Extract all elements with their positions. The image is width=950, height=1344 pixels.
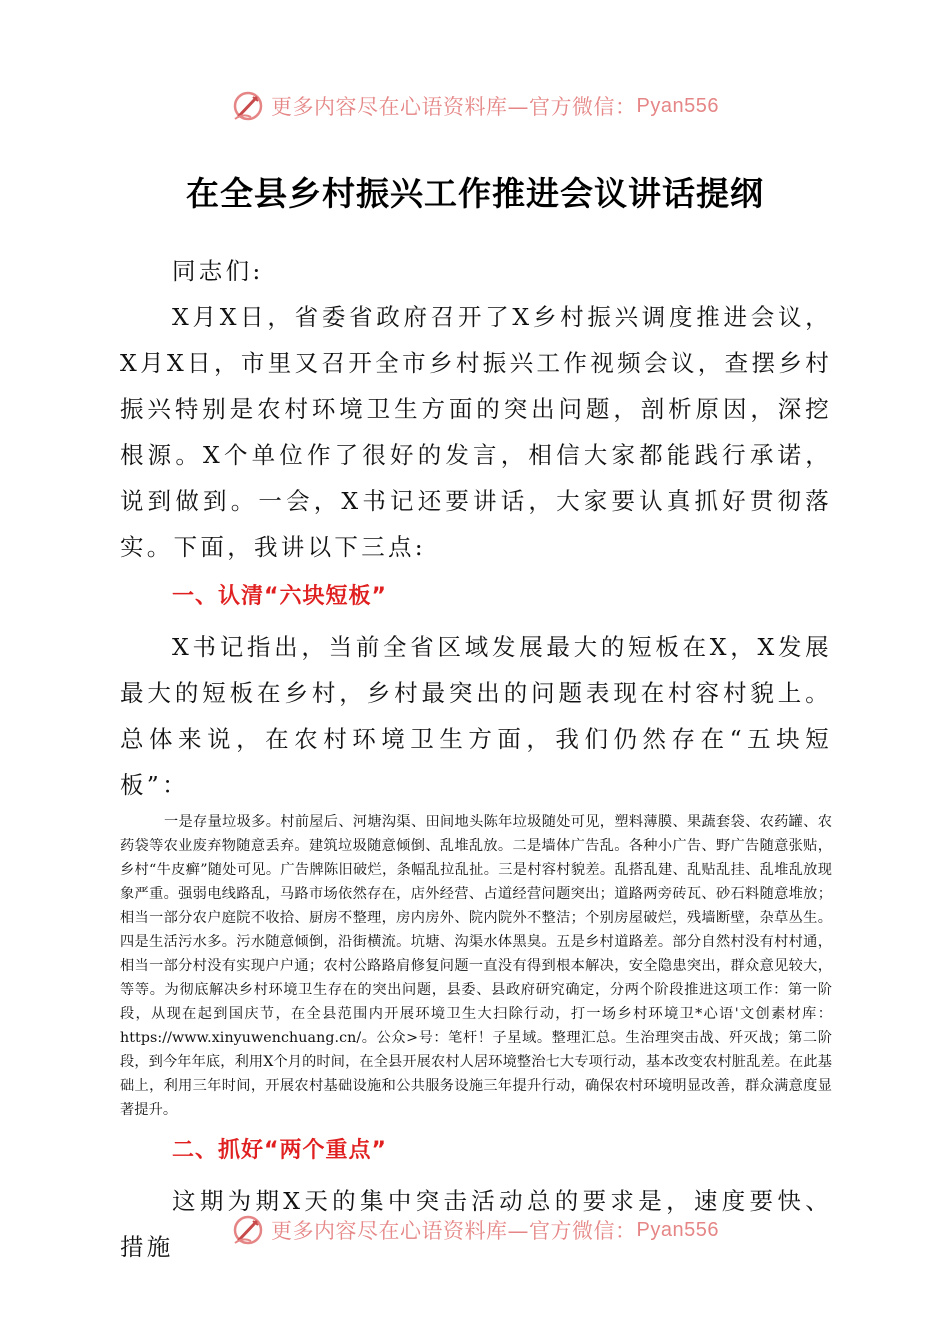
section-2-paragraph: 这期为期X天的集中突击活动总的要求是，速度要快、措施 xyxy=(120,1187,832,1261)
header-watermark xyxy=(0,84,950,128)
document-title: 在全县乡村振兴工作推进会议讲话提纲 xyxy=(186,174,764,213)
footer-watermark xyxy=(0,1208,950,1252)
intro-paragraph: X月X日，省委省政府召开了X乡村振兴调度推进会议，X月X日，市里又召开全市乡村振兴工作视频会议，查摆乡村振兴特别是农村环境卫生方面的突出问题，剖析原因，深挖根源。X个单位作了很好的发言，相信大家都能践行承诺，说到做到。一会，X书记还要讲话，大家要认真抓好贯彻落实。下面，我讲以下三点: xyxy=(120,303,832,561)
section-2-heading: 二、抓好“两个重点” xyxy=(172,1138,387,1163)
section-1-heading: 一、认清“六块短板” xyxy=(172,584,387,609)
watermark-text: 更多内容尽在心语资料库—官方微信： xyxy=(271,1219,637,1243)
wechat-id: Pyan556 xyxy=(636,1218,719,1241)
section-1-paragraph: X书记指出，当前全省区域发展最大的短板在X，X发展最大的短板在乡村，乡村最突出的问题表现在村容村貌上。总体来说，在农村环境卫生方面，我们仍然存在“五块短板”： xyxy=(120,633,832,799)
section-1-detail: 一是存量垃圾多。村前屋后、河塘沟渠、田间地头陈年垃圾随处可见，塑料薄膜、果蔬套袋、农药罐、农药袋等农业废弃物随意丢弃。建筑垃圾随意倾倒、乱堆乱放。二是墙体广告乱。各种小广告、野广告随意张贴，乡村“牛皮癣”随处可见。广告牌陈旧破烂，条幅乱拉乱扯。三是村容村貌差。乱搭乱建、乱贴乱挂、乱堆乱放现象严重。强弱电线路乱，马路市场依然存在，店外经营、占道经营问题突出；道路两旁砖瓦、砂石料随意堆放；相当一部分农户庭院不收拾、厨房不整理，房内房外、院内院外不整洁；个别房屋破烂，残墙断壁，杂草丛生。四是生活污水多。污水随意倾倒，沿街横流。坑塘、沟渠水体黑臭。五是乡村道路差。部分自然村没有村村通，相当一部分村没有实现户户通；农村公路路肩修复问题一直没有得到根本解决，安全隐患突出，群众意见较大，等等。为彻底解决乡村环境卫生存在的突出问题，县委、县政府研究确定，分两个阶段推进这项工作：第一阶段，从现在起到国庆节，在全县范围内开展环境卫生大扫除行动，打一场乡村环境卫*心语'文创素材库：https://www.xinyuwenchuang.cn/。公众>号：笔杆！子星域。整理汇总。生治理突击战、歼灭战；第二阶段，到今年年底，利用X个月的时间，在全县开展农村人居环境整治七大专项行动，基本改变农村脏乱差。在此基础上，利用三年时间，开展农村基础设施和公共服务设施三年提升行动，确保农村环境明显改善，群众满意度显著提升。 xyxy=(120,814,832,1118)
watermark-text: 更多内容尽在心语资料库—官方微信： xyxy=(271,95,637,119)
greeting: 同志们: xyxy=(172,257,264,285)
pen-logo-icon xyxy=(231,1213,265,1247)
pen-logo-icon xyxy=(231,89,265,123)
wechat-id: Pyan556 xyxy=(636,94,719,117)
